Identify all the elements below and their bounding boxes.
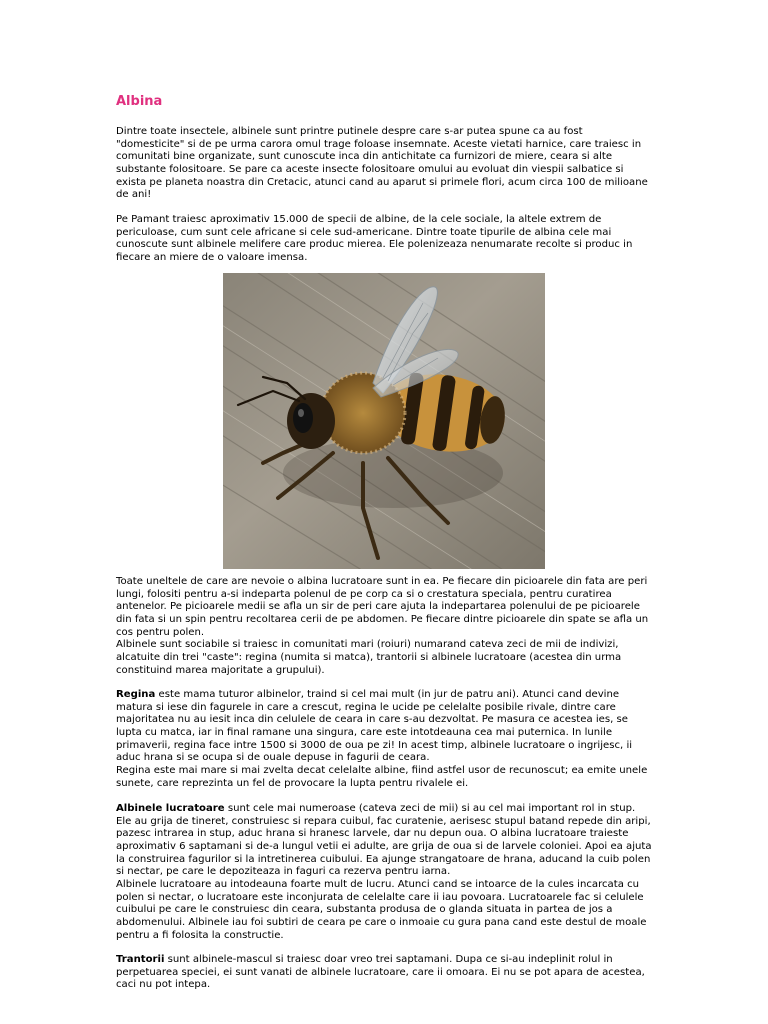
honeybee-photo — [223, 273, 545, 569]
trantorii-term: Trantorii — [116, 954, 165, 965]
paragraph-trantorii — [116, 954, 652, 992]
lucratoare-text-2: Albinele lucratoare au intodeauna foarte mult de lucru. Atunci cand se intoarce de la cules incarcata cu polen si nectar, o lucratoare este inconjurata de celelalte care ii iau povoara. Lucratoarele fac si celulele cuibului pe care le construiesc din ceara, substanta produsa de o glanda situata in partea de jos a abdomenului. Albinele iau foi subtiri de ceara pe care o inmoaie cu gura pana cand este destul de moale pentru a fi folosita la constructie. — [116, 878, 647, 941]
paragraph-anatomy — [116, 576, 652, 677]
paragraph-lucratoare — [116, 803, 652, 942]
lucratoare-text: sunt cele mai numeroase (cateva zeci de mii) si au cel mai important rol in stup. Ele au grija de tineret, construiesc si repara cuibul, fac curatenie, aerisesc stupul batand repede din aripi, pazesc intrarea in stup, aduc hrana si hranesc larvele, dar nu depun oua. O albina lucratoare traieste aproximativ 6 saptamani si de-a lungul vetii ei adulte, are grija de oua si de larvele coloniei. Apoi ea ajuta la construirea fagurilor si la intretinerea cuibului. Ea ajunge strangatoare de hrana, aducand la cuib polen si nectar, pe care le depoziteaza in faguri ca rezerva pentru iarna. — [116, 803, 652, 878]
paragraph-species: Pe Pamant traiesc aproximativ 15.000 de specii de albine, de la cele sociale, la altele extrem de periculoase, cum sunt cele africane si cele sud-americane. Dintre toate tipurile de albina cele mai cunoscute sunt albinele melifere care produc mierea. Ele polenizeaza nenumarate recolte si produc in fiecare an miere de o valoare imensa. — [116, 214, 633, 263]
anatomy-text: Toate uneltele de care are nevoie o albina lucratoare sunt in ea. Pe fiecare din picioarele din fata are peri lungi, folositi pentru a-si indeparta polenul de pe corp ca si o crestatura speciala, pentru curatirea antenelor. Pe picioarele medii se afla un sir de peri care ajuta la indepartarea polenului de pe picioarele din fata si un spin pentru recoltarea cerii de pe abdomen. Pe fiecare dintre picioarele din spate se afla un cos pentru polen. — [116, 576, 649, 638]
paragraph-intro: Dintre toate insectele, albinele sunt printre putinele despre care s-ar putea spune ca au fost "domesticite" si de pe urma carora omul trage foloase insemnate. Aceste vietati harnice, care traiesc in comunitati bine organizate, sunt cunoscute inca din antichitate ca furnizori de miere, ceara si alte substante folositoare. Se pare ca aceste insecte folositoare omului au evoluat din viespii salbatice si exista pe planeta noastra din Cretacic, atunci cand au aparut si primele flori, acum circa 100 de milioane de ani! — [116, 126, 648, 201]
paragraph-regina — [116, 689, 652, 790]
lucratoare-term: Albinele lucratoare — [116, 803, 225, 814]
social-text: Albinele sunt sociabile si traiesc in comunitati mari (roiuri) numarand cateva zeci de mii de indivizi, alcatuite din trei "caste": regina (numita si matca), trantorii si albinele lucratoare (acestea din urma constituind marea majoritate a grupului). — [116, 639, 622, 676]
page-title: Albina — [116, 94, 163, 109]
regina-text: este mama tuturor albinelor, traind si cel mai mult (in jur de patru ani). Atunci cand devine matura si iese din fagurele in care a crescut, regina le ucide pe celelalte posibile rivale, dintre care majoritatea nu au iesit inca din celulele de ceara in care s-au dezvoltat. Pe masura ce acestea ies, se lupta cu matca, iar in final ramane una singura, care este intotdeauna cea mai puternica. In lunile primaverii, regina face intre 1500 si 3000 de oua pe zi! In acest timp, albinele lucratoare o ingrijesc, ii aduc hrana si se ocupa si de ouale depuse in fagurii de ceara. — [116, 689, 633, 764]
regina-term: Regina — [116, 689, 156, 700]
regina-text-2: Regina este mai mare si mai zvelta decat celelalte albine, fiind astfel usor de recunoscut; ea emite unele sunete, care reprezinta un fel de provocare la lupta pentru rivalele ei. — [116, 764, 648, 789]
trantorii-text: sunt albinele-mascul si traiesc doar vreo trei saptamani. Dupa ce si-au indeplinit rolul in perpetuarea speciei, ei sunt vanati de albinele lucratoare, care ii omoara. Ei nu se pot apara de acestea, caci nu pot intepa. — [116, 954, 645, 991]
